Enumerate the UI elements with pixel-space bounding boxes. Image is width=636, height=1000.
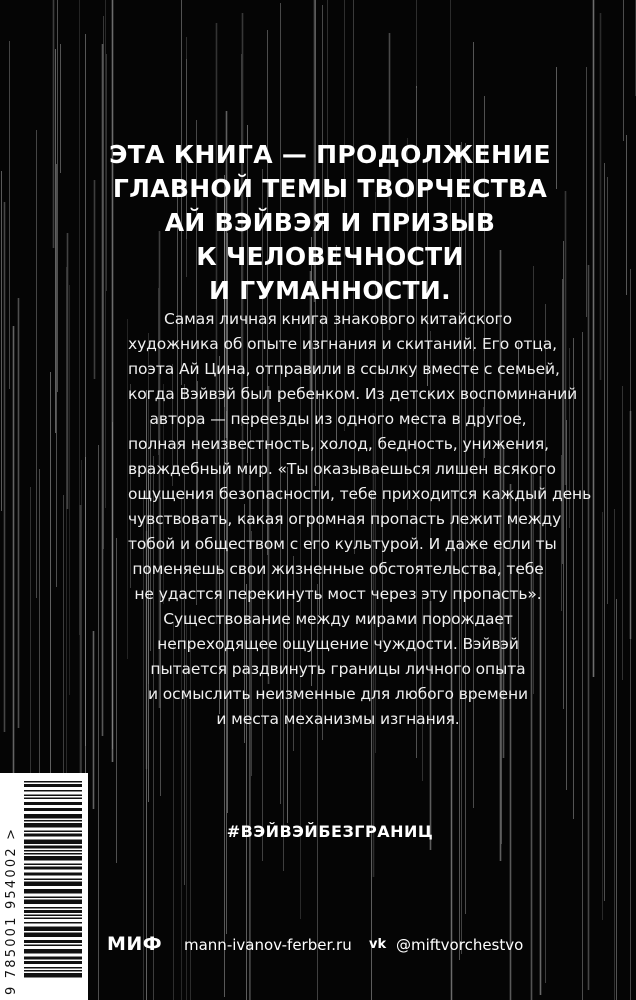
barcode-bar: [24, 846, 82, 849]
description-paragraph-1: [128, 307, 592, 607]
isbn-number: 9 785001 954002 >: [4, 826, 19, 995]
barcode-bar: [24, 853, 82, 855]
text-line: ощущения безопасности, тебе приходится каждый день: [128, 485, 592, 503]
barcode-bar: [24, 795, 82, 797]
barcode-bar: [24, 900, 82, 905]
text-line: поменяешь свои жизненные обстоятельства, тебе: [132, 560, 544, 578]
hashtag: #ВЭЙВЭЙБЕЗГРАНИЦ: [226, 822, 434, 841]
barcode-bar: [24, 918, 82, 920]
publisher-logo: МИФ: [107, 933, 163, 955]
barcode-bar: [24, 864, 82, 866]
social-handle[interactable]: @miftvorchestvo: [396, 936, 524, 954]
website-link[interactable]: mann-ivanov-ferber.ru: [184, 936, 352, 954]
text-line: художника об опыте изгнания и скитаний. Его отца,: [128, 335, 557, 353]
barcode-bar: [24, 808, 82, 811]
barcode-bar: [24, 798, 82, 800]
barcode-bar: [24, 820, 82, 822]
headline: [100, 138, 560, 308]
barcode-bar: [24, 790, 82, 792]
barcode-bar: [24, 879, 82, 881]
vk-icon[interactable]: vk: [369, 937, 387, 952]
barcode-bar: [24, 784, 82, 787]
headline-line: ГЛАВНОЙ ТЕМЫ ТВОРЧЕСТВА: [112, 174, 548, 203]
barcode-bar: [24, 897, 82, 899]
text-line: Самая личная книга знакового китайского: [164, 310, 512, 328]
barcode-bar: [24, 882, 82, 887]
barcode-bar: [24, 802, 82, 805]
barcode-bar: [24, 873, 82, 876]
barcode-bar: [24, 915, 82, 917]
headline-line: АЙ ВЭЙВЭЯ И ПРИЗЫВ: [164, 208, 496, 237]
barcode-bar: [24, 856, 82, 861]
text-line: автора — переезды из одного места в другое,: [149, 410, 527, 428]
headline-line: ЭТА КНИГА — ПРОДОЛЖЕНИЕ: [109, 140, 551, 169]
isbn-barcode: [0, 773, 88, 1000]
text-line: и осмыслить неизменные для любого времени: [148, 685, 528, 703]
text-line: враждебный мир. «Ты оказываешься лишен всякого: [128, 460, 556, 478]
barcode-bar: [24, 834, 82, 837]
text-line: полная неизвестность, холод, бедность, унижения,: [128, 435, 549, 453]
text-line: чувствовать, какая огромная пропасть лежит между: [128, 510, 562, 528]
headline-line: И ГУМАННОСТИ.: [209, 276, 451, 305]
barcode-bar: [24, 967, 82, 969]
barcode-bar: [24, 910, 82, 913]
text-line: когда Вэйвэй был ребенком. Из детских воспоминаний: [128, 385, 578, 403]
text-line: пытается раздвинуть границы личного опыта: [150, 660, 526, 678]
text-line: непреходящее ощущение чуждости. Вэйвэй: [157, 635, 519, 653]
text-line: тобой и обществом с его культурой. И даже если ты: [128, 535, 557, 553]
barcode-bar: [24, 867, 82, 870]
barcode-bar: [24, 831, 82, 833]
publisher-footer: [0, 930, 636, 960]
barcode-bar: [24, 922, 82, 924]
text-line: Существование между мирами порождает: [163, 610, 513, 628]
barcode-bar: [24, 840, 82, 845]
barcode-bar: [24, 970, 82, 972]
description-paragraph-2: [128, 607, 548, 732]
barcode-bar: [24, 961, 82, 964]
barcode-bar: [24, 973, 82, 978]
headline-line: К ЧЕЛОВЕЧНОСТИ: [196, 242, 464, 271]
barcode-bar: [24, 823, 82, 828]
text-line: не удастся перекинуть мост через эту пропасть».: [134, 585, 542, 603]
text-line: поэта Ай Цина, отправили в ссылку вместе с семьей,: [128, 360, 560, 378]
barcode-bar: [24, 814, 82, 819]
barcode-bar: [24, 889, 82, 894]
text-line: и места механизмы изгнания.: [216, 710, 460, 728]
barcode-bar: [24, 781, 82, 783]
barcode-bar: [24, 850, 82, 852]
barcode-bar: [24, 907, 82, 909]
